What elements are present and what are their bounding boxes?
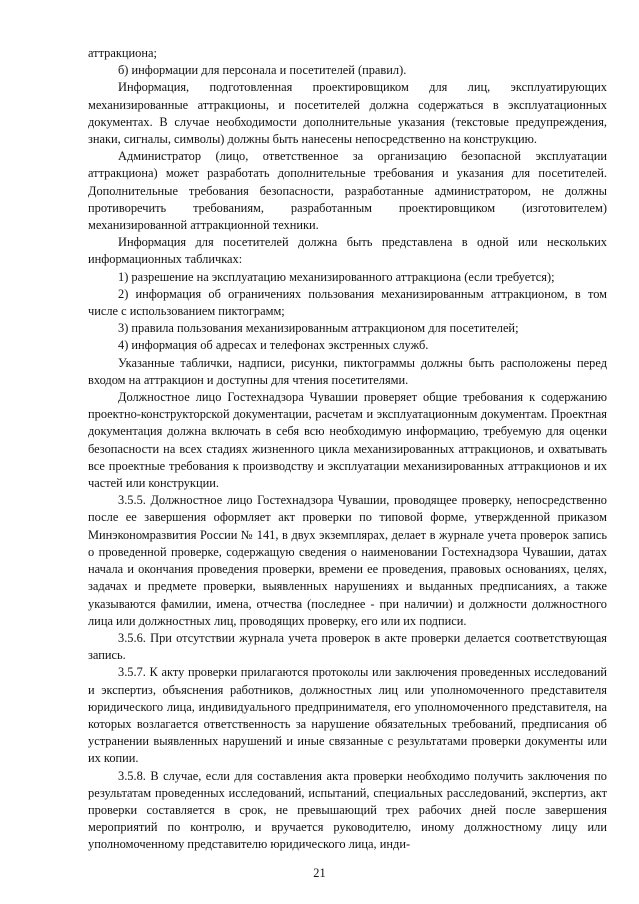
list-item: 2) информация об ограничениях пользования механизированным аттракционом, в том числе с использованием пиктограмм; — [88, 286, 607, 319]
paragraph: б) информации для персонала и посетителей (правил). — [118, 63, 407, 78]
paragraph: Должностное лицо Гостехнадзора Чувашии проверяет общие требования к содержанию проектно-конструкторской документации, расчетам и эксплуатационным документам. Проектная документация должна включать в себя всю необходимую информацию, требуемую для оценки безопасности на всех стадиях жизненного цикла механизированных аттракционов, и охватывать все проектные требования к производству и эксплуатации механизированных аттракционов и их частей или конструкции. — [88, 390, 607, 491]
section-3-5-8: 3.5.8. В случае, если для составления акта проверки необходимо получить заключения по результатам проведенных исследований, испытаний, специальных расследований, экспертиз, акт проверки составляется в срок, не превышающий трех рабочих дней после завершения мероприятий по контролю, и вручается руководителю, иному должностному лицу или уполномоченному представителю юридического лица, инди- — [88, 768, 607, 852]
list-item: 1) разрешение на эксплуатацию механизированного аттракциона (если требуется); — [118, 269, 555, 284]
list-item: 3) правила пользования механизированным аттракционом для посетителей; — [118, 321, 519, 336]
list-item: 4) информация об адресах и телефонах экстренных служб. — [118, 338, 429, 353]
paragraph: Указанные таблички, надписи, рисунки, пиктограммы должны быть расположены перед входом на аттракцион и доступны для чтения посетителями. — [88, 355, 607, 387]
paragraph: Администратор (лицо, ответственное за организацию безопасной эксплуатации аттракциона) может разработать дополнительные требования и указания для посетителей. Дополнительные требования безопасности, разработанные администратором, не должны противоречить требованиям, разработанным проектировщиком (изготовителем) механизированной аттракционной техники. — [88, 149, 607, 233]
paragraph: аттракциона; — [88, 46, 157, 60]
paragraph: Информация, подготовленная проектировщиком для лиц, эксплуатирующих механизированные аттракционы, и посетителей должна содержаться в эксплуатационных документах. В случае необходимости дополнительные указания (текстовые предупреждения, знаки, сигналы, символы) должны быть нанесены непосредственно на конструкцию. — [88, 80, 607, 147]
section-3-5-7: 3.5.7. К акту проверки прилагаются протоколы или заключения проведенных исследований и экспертиз, объяснения работников, должностных лиц или уполномоченного представителя юридического лица, индивидуального предпринимателя, его уполномоченного представителя, на которых возлагается ответственность за нарушение обязательных требований, предписания об устранении выявленных нарушений и иные связанные с результатами проверки документы или их копии. — [88, 665, 607, 766]
section-3-5-5: 3.5.5. Должностное лицо Гостехнадзора Чувашии, проводящее проверку, непосредственно после ее завершения оформляет акт проверки по типовой форме, утвержденной приказом Минэкономразвития России № 141, в двух экземплярах, делает в журнале учета проверок запись о проведенной проверке, содержащую сведения о наименовании Гостехнадзора Чувашии, датах начала и окончания проведения проверки, времени ее проведения, правовых основаниях, целях, задачах и предмете проверки, выявленных нарушениях и выданных предписаниях, а также указываются фамилии, имена, отчества (последнее - при наличии) и должности должностного лица или должностных лиц, проводящих проверку, его или их подписи. — [88, 493, 607, 628]
document-body — [88, 45, 607, 854]
page-number: 21 — [313, 866, 326, 880]
paragraph: Информация для посетителей должна быть представлена в одной или нескольких информационных табличках: — [88, 235, 607, 267]
section-3-5-6: 3.5.6. При отсутствии журнала учета проверок в акте проверки делается соответствующая запись. — [88, 630, 607, 663]
